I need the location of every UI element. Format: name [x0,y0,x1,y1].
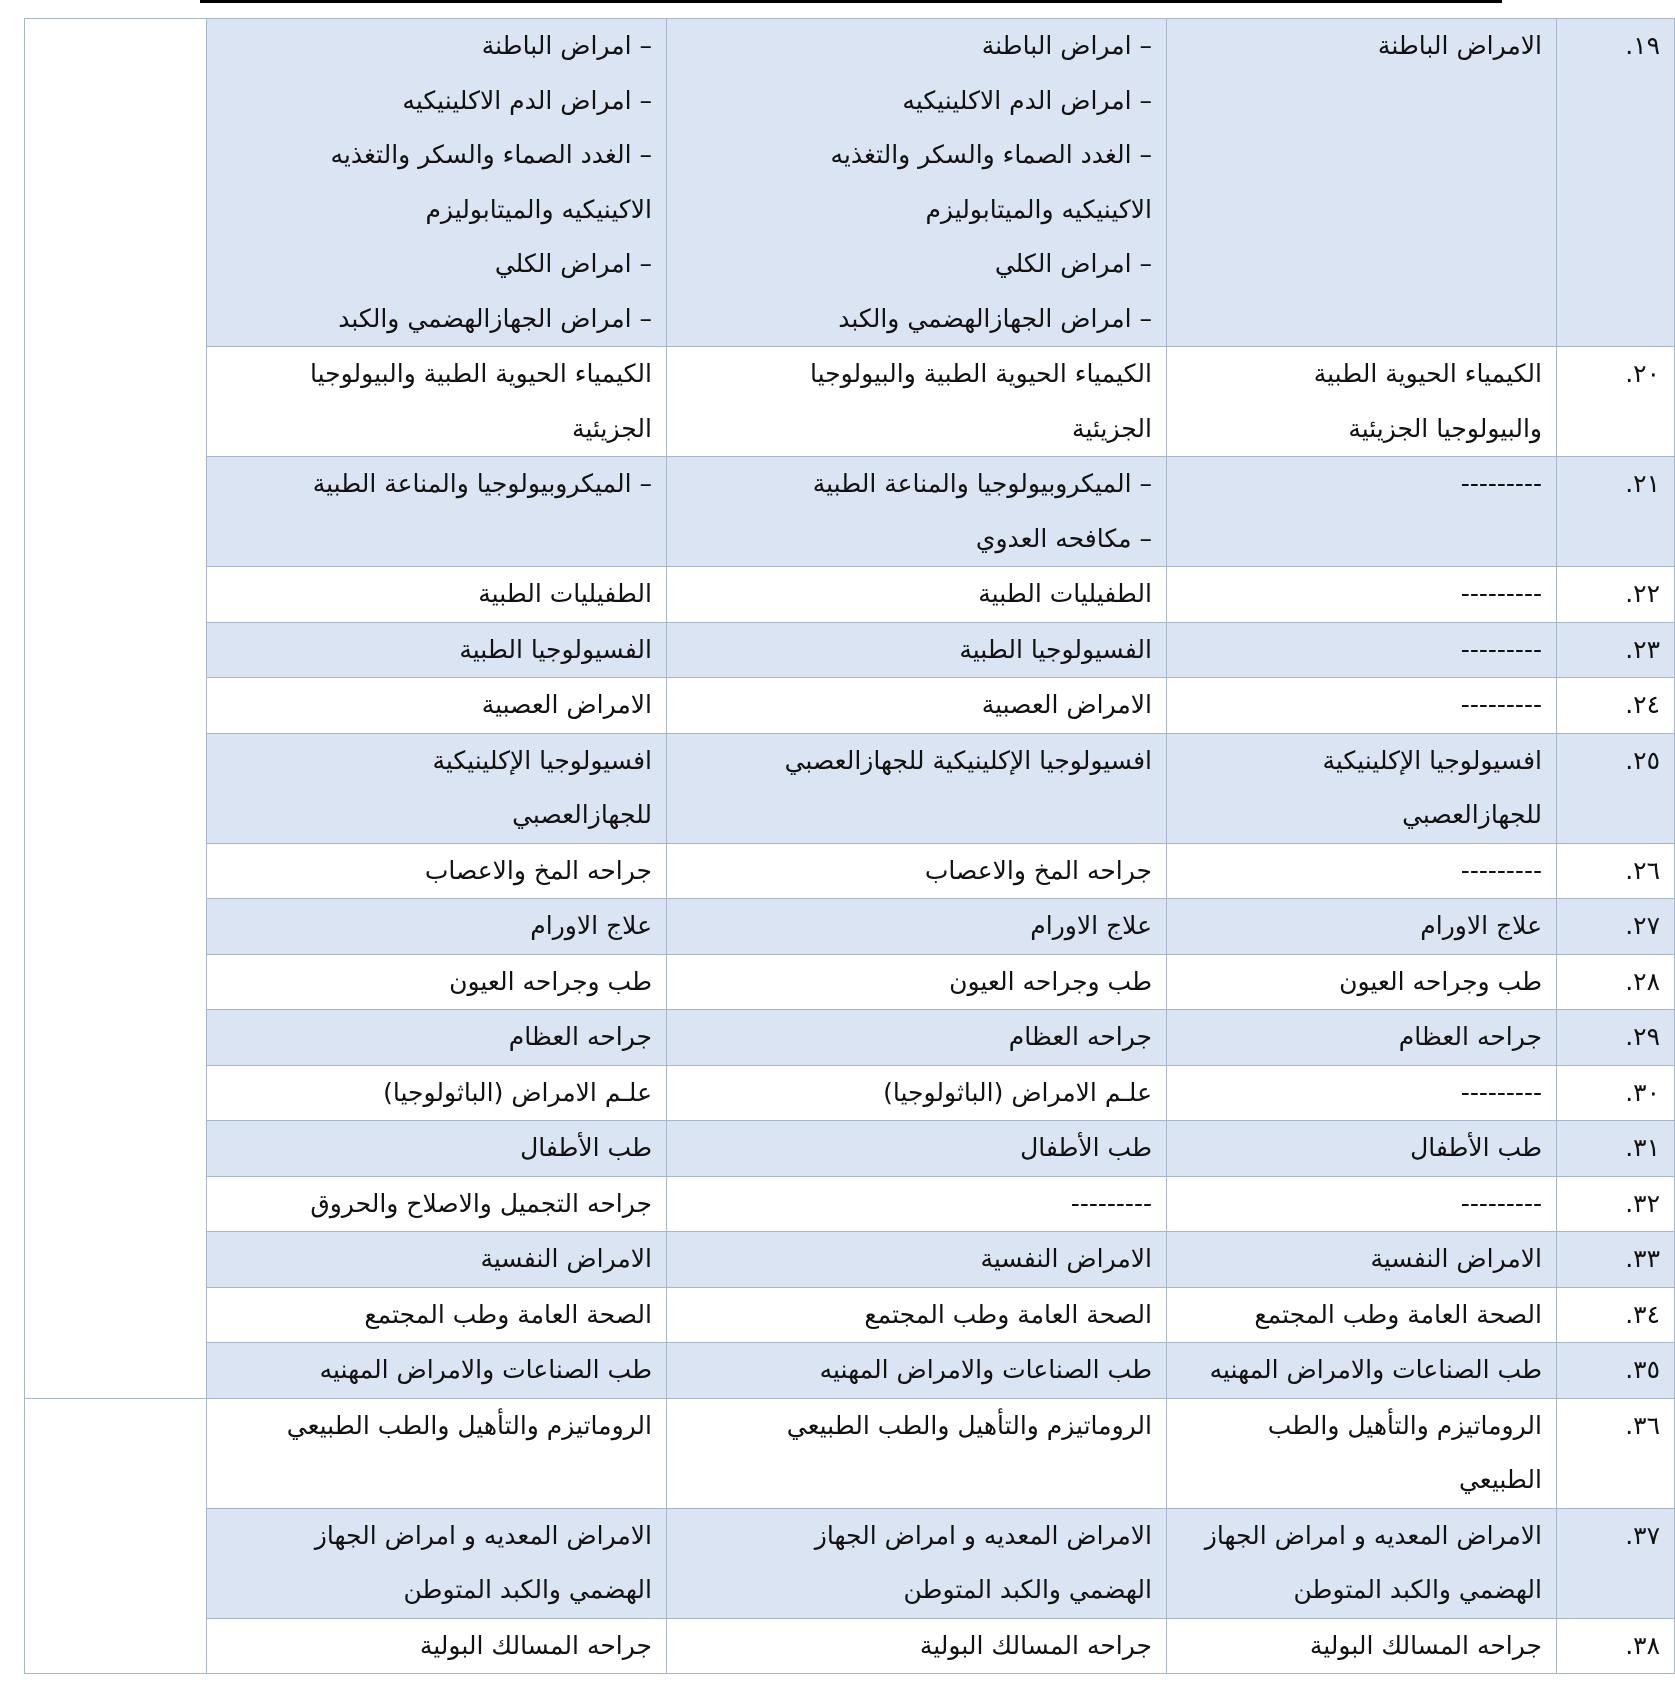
cell-line: للجهازالعصبي [512,800,652,829]
row-number: ٣٥. [1557,1343,1675,1399]
cell-line: الهضمي والكبد المتوطن [903,1575,1152,1604]
course-cell-middle [667,899,1167,955]
cell-line: علاج الاورام [530,911,652,940]
course-cell-middle [667,622,1167,678]
cell-line: الامراض النفسية [1370,1244,1542,1273]
cell-line: الامراض المعديه و امراض الجهاز [314,1520,652,1550]
cell-line: --------- [1460,634,1542,664]
course-cell [1167,899,1557,955]
row-number: ٢٦. [1557,843,1675,899]
row-number: ٣٦. [1557,1398,1675,1508]
cell-line: والبيولوجيا الجزيئية [1348,413,1542,443]
cell-line: طب وجراحه العيون [1339,966,1542,996]
cell-line: طب وجراحه العيون [949,966,1152,996]
course-cell-middle [667,1065,1167,1121]
row-number: ١٩. [1557,19,1675,347]
row-number: ٢٨. [1557,954,1675,1010]
cell-line: الامراض النفسية [480,1244,652,1273]
row-number: ٣٣. [1557,1232,1675,1288]
course-cell [1167,1287,1557,1343]
course-cell [1167,678,1557,734]
cell-line: الطفيليات الطبية [978,579,1152,608]
course-cell-middle [667,1508,1167,1618]
course-cell-middle [667,1232,1167,1288]
course-cell-middle [667,733,1167,843]
cell-line: الكيمياء الحيوية الطبية والبيولوجيا [810,359,1152,388]
course-cell-middle [667,843,1167,899]
course-cell-left [207,954,667,1010]
row-number: ٣٧. [1557,1508,1675,1618]
course-cell-left [207,19,667,347]
course-cell-left [207,1121,667,1177]
cell-line: الهضمي والكبد المتوطن [403,1575,652,1604]
table-row [25,1232,1675,1288]
row-number: ٢٧. [1557,899,1675,955]
cell-line: الصحة العامة وطب المجتمع [364,1299,652,1329]
course-cell-left [207,1176,667,1232]
cell-line: افسيولوجيا الإكلينيكية [1322,745,1542,775]
cell-line: جراحه المسالك البولية [419,1630,652,1660]
course-cell [1167,1121,1557,1177]
cell-line: طب الصناعات والامراض المهنيه [1209,1355,1542,1384]
cell-line: --------- [1070,1188,1152,1218]
cell-line: الكيمياء الحيوية الطبية [1313,359,1542,388]
course-cell-left [207,1398,667,1508]
cell-line: الروماتيزم والتأهيل والطب [1267,1410,1542,1440]
cell-line: – امراض الباطنة [981,31,1152,60]
cell-line: الطبيعي [1458,1465,1542,1494]
table-row [25,733,1675,843]
course-cell [1167,1343,1557,1399]
course-cell-left [207,1232,667,1288]
course-cell [1167,19,1557,347]
table-row [25,567,1675,623]
course-cell-middle [667,1287,1167,1343]
cell-line: – الغدد الصماء والسكر والتغذيه [830,140,1152,169]
course-cell [1167,1010,1557,1066]
course-cell [1167,1398,1557,1508]
table-row [25,19,1675,347]
side-blank-cell [25,1398,207,1674]
cell-line: – امراض الكلي [494,249,652,278]
course-cell-left [207,678,667,734]
cell-line: – الميكروبيولوجيا والمناعة الطبية [312,469,652,498]
cell-line: الطفيليات الطبية [478,579,652,608]
course-cell-left [207,1065,667,1121]
course-cell-left [207,843,667,899]
cell-line: الامراض المعديه و امراض الجهاز [1204,1520,1542,1550]
cell-line: الاكينيكيه والميتابوليزم [425,194,652,224]
course-cell-left [207,1343,667,1399]
row-number: ٣٨. [1557,1618,1675,1674]
course-cell [1167,567,1557,623]
table-row [25,622,1675,678]
course-cell [1167,1176,1557,1232]
cell-line: – امراض الدم الاكلينيكيه [902,85,1152,115]
course-cell [1167,843,1557,899]
row-number: ٣٢. [1557,1176,1675,1232]
cell-line: علـم الامراض (الباثولوجيا) [383,1077,652,1107]
cell-line: الامراض العصبية [981,690,1152,719]
course-cell [1167,1232,1557,1288]
cell-line: جراحه المخ والاعصاب [424,855,652,885]
course-cell [1167,622,1557,678]
cell-line: – امراض الباطنة [481,31,652,60]
cell-line: – امراض الجهازالهضمي والكبد [838,303,1152,333]
course-cell-middle [667,1343,1167,1399]
cell-line: الامراض الباطنة [1377,31,1542,60]
cell-line: الكيمياء الحيوية الطبية والبيولوجيا [310,359,652,388]
table-row [25,1010,1675,1066]
row-number: ٢٥. [1557,733,1675,843]
cell-line: --------- [1460,855,1542,885]
table-row [25,1121,1675,1177]
cell-line: الصحة العامة وطب المجتمع [1254,1299,1542,1329]
row-number: ٢٩. [1557,1010,1675,1066]
cell-line: علـم الامراض (الباثولوجيا) [883,1077,1152,1107]
course-cell-left [207,1010,667,1066]
course-cell [1167,1508,1557,1618]
cell-line: طب وجراحه العيون [449,966,652,996]
course-cell [1167,347,1557,457]
cell-line: – امراض الدم الاكلينيكيه [402,85,652,115]
cell-line: الاكينيكيه والميتابوليزم [925,194,1152,224]
cell-line: – امراض الجهازالهضمي والكبد [338,303,652,333]
course-cell-middle [667,567,1167,623]
cell-line: طب الأطفال [520,1133,652,1162]
course-cell [1167,733,1557,843]
row-number: ٢٤. [1557,678,1675,734]
course-cell-left [207,899,667,955]
cell-line: طب الأطفال [1410,1133,1542,1162]
course-cell-middle [667,678,1167,734]
row-number: ٣٠. [1557,1065,1675,1121]
cell-line: الفسيولوجيا الطبية [459,634,652,664]
cell-line: الامراض العصبية [481,690,652,719]
cell-line: الامراض المعديه و امراض الجهاز [814,1520,1152,1550]
course-cell-left [207,1287,667,1343]
row-number: ٣١. [1557,1121,1675,1177]
cell-line: جراحه العظام [1398,1022,1542,1051]
cell-line: الجزيئية [1072,413,1152,443]
cell-line: الامراض النفسية [980,1244,1152,1273]
cell-line: جراحه المخ والاعصاب [924,855,1152,885]
course-cell [1167,1618,1557,1674]
course-cell-left [207,457,667,567]
course-cell [1167,954,1557,1010]
course-cell-middle [667,1176,1167,1232]
cell-line: جراحه العظام [1008,1022,1152,1051]
cell-line: – مكافحه العدوي [975,523,1152,553]
course-cell-middle [667,954,1167,1010]
cell-line: جراحه المسالك البولية [1309,1630,1542,1660]
cell-line: جراحه المسالك البولية [919,1630,1152,1660]
table-row [25,1508,1675,1618]
cell-line: الروماتيزم والتأهيل والطب الطبيعي [786,1410,1152,1440]
course-cell-left [207,733,667,843]
table-row [25,843,1675,899]
cell-line: – الغدد الصماء والسكر والتغذيه [330,140,652,169]
table-row [25,1176,1675,1232]
cell-line: --------- [1460,1188,1542,1218]
table-row [25,1343,1675,1399]
top-rule [200,0,1502,3]
table-row [25,1065,1675,1121]
course-cell-middle [667,1618,1167,1674]
row-number: ٢٠. [1557,347,1675,457]
cell-line: علاج الاورام [1420,911,1542,940]
cell-line: – امراض الكلي [994,249,1152,278]
row-number: ٢٣. [1557,622,1675,678]
cell-line: الفسيولوجيا الطبية [959,634,1152,664]
cell-line: الجزيئية [572,413,652,443]
cell-line: طب الأطفال [1020,1133,1152,1162]
cell-line: جراحه العظام [508,1022,652,1051]
row-number: ٢١. [1557,457,1675,567]
cell-line: افسيولوجيا الإكلينيكية للجهازالعصبي [784,745,1152,775]
row-number: ٣٤. [1557,1287,1675,1343]
course-cell-left [207,347,667,457]
table-row [25,457,1675,567]
course-cell [1167,457,1557,567]
specialties-table [24,18,1675,1674]
cell-line: --------- [1460,690,1542,719]
cell-line: – الميكروبيولوجيا والمناعة الطبية [812,469,1152,498]
course-cell-middle [667,1010,1167,1066]
cell-line: جراحه التجميل والاصلاح والحروق [310,1188,652,1218]
course-cell-middle [667,1398,1167,1508]
cell-line: للجهازالعصبي [1402,800,1542,829]
table-body [25,19,1675,1674]
table-row [25,347,1675,457]
cell-line: --------- [1460,1077,1542,1107]
cell-line: الهضمي والكبد المتوطن [1293,1575,1542,1604]
cell-line: الروماتيزم والتأهيل والطب الطبيعي [286,1410,652,1440]
course-cell [1167,1065,1557,1121]
course-cell-middle [667,347,1167,457]
cell-line: --------- [1460,469,1542,498]
cell-line: الصحة العامة وطب المجتمع [864,1299,1152,1329]
course-cell-left [207,1508,667,1618]
cell-line: --------- [1460,579,1542,608]
cell-line: طب الصناعات والامراض المهنيه [819,1355,1152,1384]
course-cell-middle [667,457,1167,567]
course-cell-middle [667,19,1167,347]
table-row [25,1398,1675,1508]
cell-line: علاج الاورام [1030,911,1152,940]
table-row [25,1287,1675,1343]
table-row [25,1618,1675,1674]
side-blank-cell [25,19,207,1399]
row-number: ٢٢. [1557,567,1675,623]
course-cell-left [207,1618,667,1674]
course-cell-middle [667,1121,1167,1177]
table-row [25,678,1675,734]
cell-line: طب الصناعات والامراض المهنيه [319,1355,652,1384]
cell-line: افسيولوجيا الإكلينيكية [432,745,652,775]
table-row [25,899,1675,955]
course-cell-left [207,567,667,623]
course-cell-left [207,622,667,678]
table-row [25,954,1675,1010]
